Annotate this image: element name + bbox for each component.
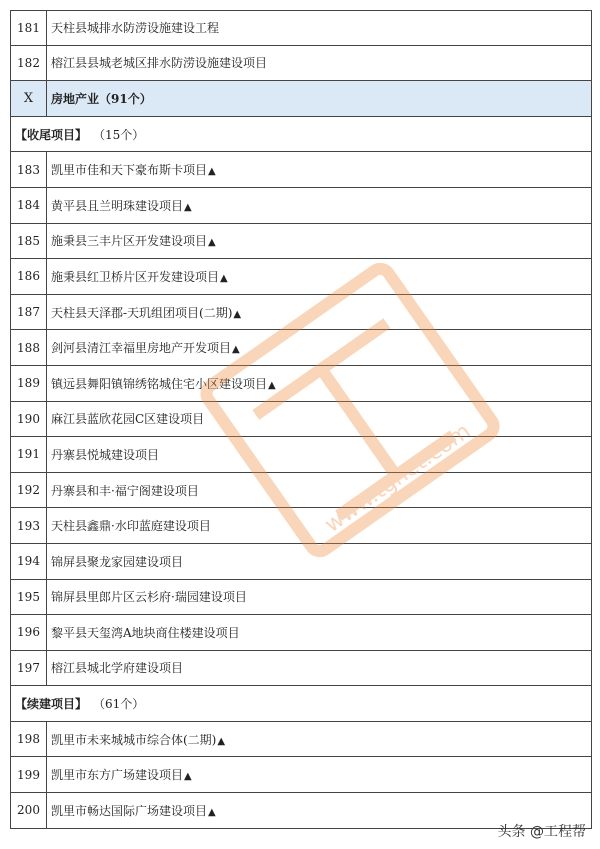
row-number: 185 bbox=[11, 224, 47, 259]
row-number: 187 bbox=[11, 295, 47, 330]
table-row bbox=[11, 295, 591, 331]
project-name: 剑河县清江幸福里房地产开发项目▲ bbox=[51, 341, 240, 356]
project-name: 天柱县城排水防涝设施建设工程 bbox=[51, 21, 220, 36]
project-name: 天柱县天泽郡-天玑组团项目(二期)▲ bbox=[51, 305, 242, 320]
category-number: X bbox=[11, 81, 47, 116]
table-section-continuing bbox=[11, 722, 591, 829]
triangle-marker: ▲ bbox=[208, 237, 216, 249]
group-label: 【收尾项目】 bbox=[15, 127, 88, 142]
row-number: 184 bbox=[11, 188, 47, 223]
table-row bbox=[11, 188, 591, 224]
project-name: 榕江县县城老城区排水防涝设施建设项目 bbox=[51, 56, 268, 71]
project-name: 黎平县天玺湾A地块商住楼建设项目 bbox=[51, 625, 240, 640]
triangle-marker: ▲ bbox=[184, 771, 192, 783]
table-row bbox=[11, 757, 591, 793]
table-row bbox=[11, 366, 591, 402]
row-number: 189 bbox=[11, 366, 47, 401]
table-row bbox=[11, 544, 591, 580]
row-number: 196 bbox=[11, 615, 47, 650]
triangle-marker: ▲ bbox=[233, 308, 242, 320]
table-row bbox=[11, 402, 591, 438]
triangle-marker: ▲ bbox=[208, 166, 216, 178]
table-row bbox=[11, 46, 591, 82]
group-count: （61个） bbox=[93, 697, 145, 712]
table-row bbox=[11, 152, 591, 188]
project-name: 榕江县城北学府建设项目 bbox=[51, 661, 184, 676]
row-number: 194 bbox=[11, 544, 47, 579]
triangle-marker: ▲ bbox=[217, 735, 226, 747]
row-number: 183 bbox=[11, 152, 47, 187]
group-header-finishing bbox=[11, 117, 591, 153]
project-name: 施秉县三丰片区开发建设项目▲ bbox=[51, 234, 216, 249]
table-row bbox=[11, 580, 591, 616]
table-row bbox=[11, 330, 591, 366]
table-section-finishing bbox=[11, 152, 591, 686]
row-number: 188 bbox=[11, 330, 47, 365]
project-name: 凯里市东方广场建设项目▲ bbox=[51, 768, 192, 783]
project-table bbox=[10, 10, 592, 829]
row-number: 186 bbox=[11, 259, 47, 294]
row-number: 200 bbox=[11, 793, 47, 828]
table-row bbox=[11, 651, 591, 687]
project-name: 丹寨县悦城建设项目 bbox=[51, 447, 160, 462]
project-name: 凯里市畅达国际广场建设项目▲ bbox=[51, 803, 216, 818]
row-number: 193 bbox=[11, 508, 47, 543]
table-row bbox=[11, 224, 591, 260]
table-row bbox=[11, 10, 591, 46]
project-name: 丹寨县和丰·福宁阁建设项目 bbox=[51, 483, 199, 498]
category-row bbox=[11, 81, 591, 117]
group-label: 【续建项目】 bbox=[15, 697, 88, 712]
watermark-url: www.tgnet.com bbox=[320, 418, 476, 538]
triangle-marker: ▲ bbox=[268, 379, 276, 391]
table-row bbox=[11, 722, 591, 758]
row-number: 198 bbox=[11, 722, 47, 757]
project-name: 施秉县红卫桥片区开发建设项目▲ bbox=[51, 269, 228, 284]
group-count: （15个） bbox=[93, 127, 145, 142]
row-number: 199 bbox=[11, 757, 47, 792]
project-name: 凯里市未来城城市综合体(二期)▲ bbox=[51, 732, 226, 747]
category-name: 房地产业（91个） bbox=[51, 91, 152, 106]
group-header-continuing bbox=[11, 686, 591, 722]
row-number: 181 bbox=[11, 11, 47, 45]
project-name: 凯里市佳和天下豪布斯卡项目▲ bbox=[51, 163, 216, 178]
project-name: 镇远县舞阳镇锦绣铭城住宅小区建设项目▲ bbox=[51, 376, 276, 391]
table-row bbox=[11, 437, 591, 473]
project-name: 天柱县鑫鼎·水印蓝庭建设项目 bbox=[51, 519, 211, 534]
project-name: 黄平县且兰明珠建设项目▲ bbox=[51, 198, 192, 213]
row-number: 192 bbox=[11, 473, 47, 508]
row-number: 182 bbox=[11, 46, 47, 81]
table-row bbox=[11, 508, 591, 544]
project-name: 锦屏县聚龙家园建设项目 bbox=[51, 554, 184, 569]
table-row bbox=[11, 473, 591, 509]
triangle-marker: ▲ bbox=[208, 806, 216, 818]
project-name: 锦屏县里郎片区云杉府·瑞园建设项目 bbox=[51, 590, 247, 605]
footer-credit: 头条 @工程帮 bbox=[497, 824, 586, 840]
row-number: 195 bbox=[11, 580, 47, 615]
row-number: 191 bbox=[11, 437, 47, 472]
table-row bbox=[11, 615, 591, 651]
table-section-top bbox=[11, 10, 591, 81]
row-number: 197 bbox=[11, 651, 47, 686]
triangle-marker: ▲ bbox=[184, 201, 192, 213]
row-number: 190 bbox=[11, 402, 47, 437]
table-row bbox=[11, 259, 591, 295]
triangle-marker: ▲ bbox=[220, 272, 228, 284]
project-name: 麻江县蓝欣花园C区建设项目 bbox=[51, 412, 205, 427]
triangle-marker: ▲ bbox=[232, 344, 240, 356]
